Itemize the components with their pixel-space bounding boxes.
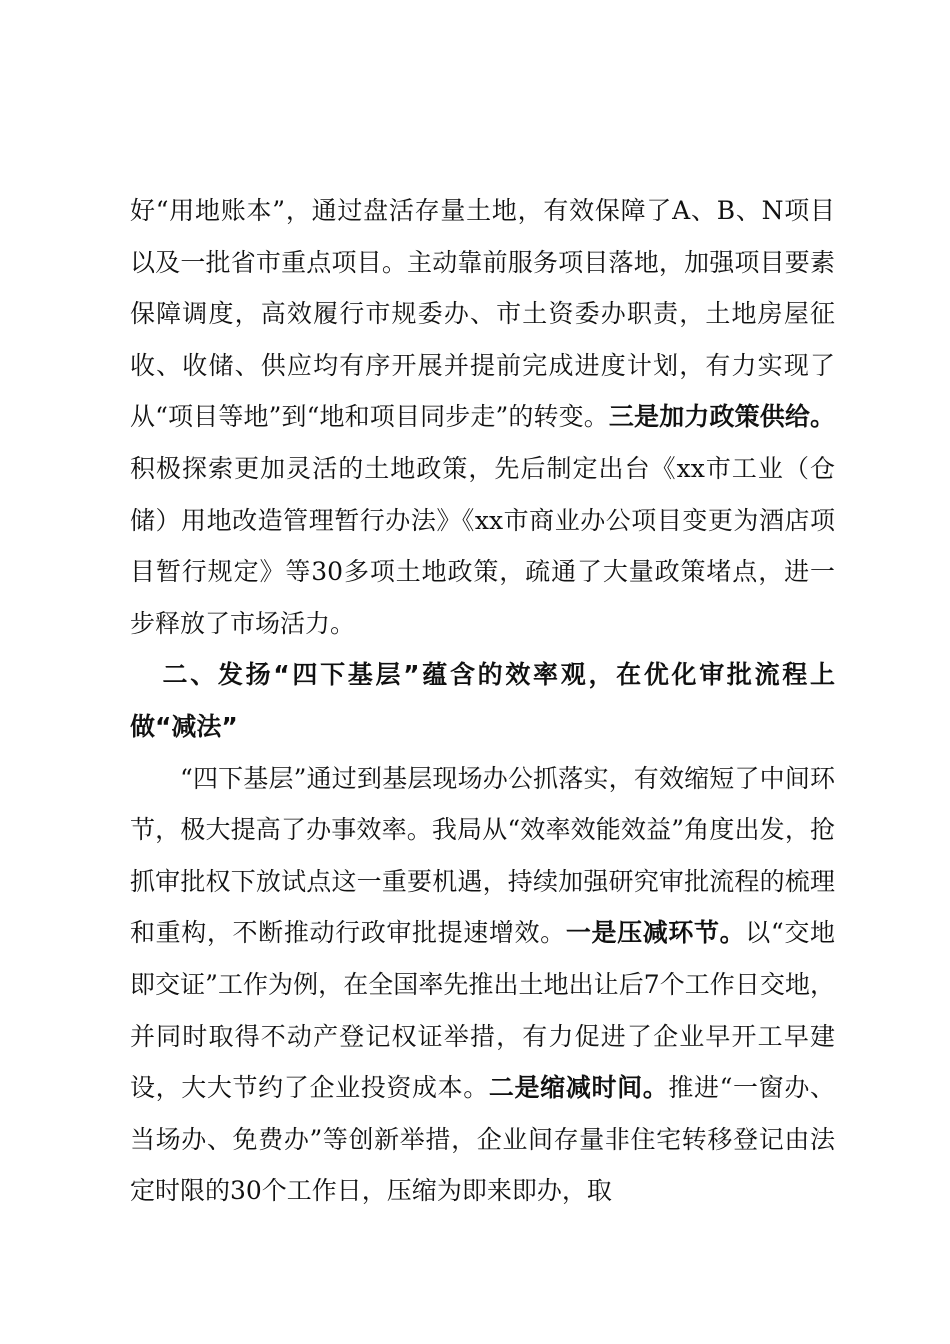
paragraph-2-text-c: 推进“一窗办、当场办、免费办”等创新举措，企业间存量非住宅转移登记由法定时限的30个工作日，压缩为即来即办，取 — [130, 1073, 835, 1206]
body-paragraph-1 — [130, 185, 835, 649]
paragraph-1-text-a: 好“用地账本”，通过盘活存量土地，有效保障了A、B、N项目以及一批省市重点项目。主动靠前服务项目落地，加强项目要素保障调度，高效履行市规委办、市土资委办职责，土地房屋征收、收储、供应均有序开展并提前完成进度计划，有力实现了从“项目等地”到“地和项目同步走”的转变。 — [130, 196, 835, 432]
paragraph-1-text-b: 积极探索更加灵活的土地政策，先后制定出台《xx市工业（仓储）用地改造管理暂行办法》《xx市商业办公项目变更为酒店项目暂行规定》等30多项土地政策，疏通了大量政策堵点，进一步释放了市场活力。 — [130, 453, 835, 638]
body-paragraph-2 — [130, 753, 835, 1217]
paragraph-2-text-a: “四下基层”通过到基层现场办公抓落实，有效缩短了中间环节，极大提高了办事效率。我局从“效率效能效益”角度出发，抢抓审批权下放试点这一重要机遇，持续加强研究审批流程的梳理和重构，不断推动行政审批提速增效。 — [130, 763, 835, 948]
paragraph-2-bold-lead-1: 一是压减环节。 — [565, 918, 746, 948]
paragraph-1-bold-lead: 三是加力政策供给。 — [608, 402, 835, 432]
section-heading-2: 二、发扬“四下基层”蕴含的效率观，在优化审批流程上做“减法” — [130, 660, 835, 741]
paragraph-2-bold-lead-2: 二是缩减时间。 — [488, 1073, 669, 1103]
document-body — [130, 185, 835, 1217]
paragraph-2-text-b: 以“交地即交证”工作为例，在全国率先推出土地出让后7个工作日交地，并同时取得不动产登记权证举措，有力促进了企业早开工早建设，大大节约了企业投资成本。 — [130, 918, 835, 1103]
